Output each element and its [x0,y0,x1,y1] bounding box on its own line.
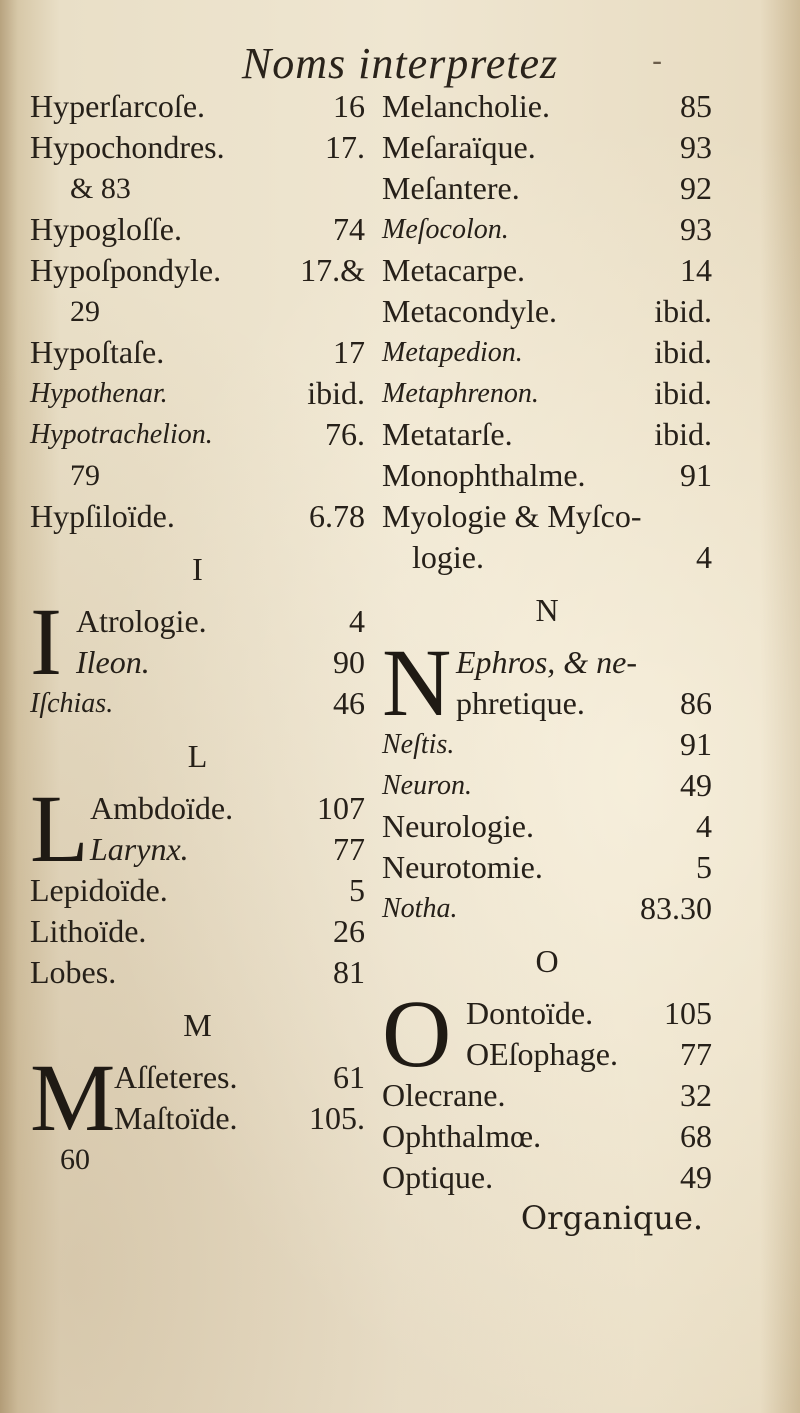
entry-page: ibid. [654,293,712,329]
entry-term: Neſtis. [382,729,455,760]
entry-page: 107 [317,790,365,826]
entry-page: ibid. [654,416,712,452]
entry-page: 92 [680,170,712,206]
index-entry [382,332,712,373]
entry-page: 77 [680,1036,712,1072]
index-entry [76,601,365,642]
entry-term: Hypotrachelion. [30,419,213,450]
entry-page: 5 [349,872,365,908]
drop-cap-letter: O [382,980,452,1087]
entry-term: Myologie & Myſco- [382,498,642,534]
index-entry [382,1075,712,1116]
entry-page: 81 [333,954,365,990]
entry-page: 61 [333,1059,365,1095]
entry-page: 77 [333,831,365,867]
entry-page: 49 [680,767,712,803]
index-entry [382,127,712,168]
index-entry [382,455,712,496]
entry-term: Lithoïde. [30,913,147,949]
entry-page: 91 [680,726,712,762]
entry-term: Hyperſarcoſe. [30,88,206,124]
entry-term: Metacarpe. [382,252,526,288]
index-entry [382,1116,712,1157]
index-entry [382,806,712,847]
entry-term: Metacondyle. [382,293,558,329]
index-entry [30,683,365,724]
section-letter-n: N [535,592,559,628]
entry-term: Ileon. [76,644,150,680]
drop-cap-block-o [382,980,712,1087]
catchword-text: Organique. [520,1199,704,1237]
entry-term: Larynx. [90,831,189,867]
index-entry [114,1098,365,1139]
index-entry [382,888,712,929]
entry-page: 14 [680,252,712,288]
entry-term: Monophthalme. [382,457,586,493]
drop-cap-letter: I [30,588,62,695]
index-entry [30,496,365,537]
entry-page: 83.30 [640,890,712,926]
entry-page: 68 [680,1118,712,1154]
drop-cap-block-i [30,588,365,695]
entry-page: ibid. [307,375,365,411]
index-entry [382,765,712,806]
drop-cap-block-m [30,1044,365,1151]
entry-term: Ophthalmœ. [382,1118,542,1154]
entry-page: 46 [333,685,365,721]
index-entry [466,993,712,1034]
section-letter-o: O [535,943,559,979]
entry-page: 4 [349,603,365,639]
index-entry [382,414,712,455]
entry-page: ibid. [654,334,712,370]
index-entry [30,332,365,373]
drop-cap-letter: N [382,629,452,736]
index-entry [382,250,712,291]
drop-cap-block-n [382,629,712,736]
entry-page: 32 [680,1077,712,1113]
entry-page: 4 [696,539,712,575]
index-entry [114,1057,365,1098]
entry-page: 49 [680,1159,712,1195]
index-entry [456,642,712,683]
index-entry [30,870,365,911]
entry-term: Aſſeteres. [114,1059,238,1095]
entry-term: Olecrane. [382,1077,506,1113]
index-entry [382,537,712,578]
index-entry [30,952,365,993]
index-entry [382,373,712,414]
entry-term: Metaphrenon. [382,378,539,409]
index-entry [466,1034,712,1075]
entry-term: Dontoïde. [466,995,594,1031]
drop-cap-letter: L [30,775,89,882]
section-letter-l: L [187,738,208,774]
entry-page: 26 [333,913,365,949]
index-entry [382,847,712,888]
entry-continuation: 79 [70,459,100,492]
entry-term: Melancholie. [382,88,550,124]
entry-page: 105. [309,1100,365,1136]
entry-term: Atrologie. [76,603,207,639]
entry-term: Meſocolon. [382,214,509,245]
section-letter-i: I [192,551,203,587]
left-column [30,86,365,1180]
entry-term: Hypſiloïde. [30,498,175,534]
entry-page: 74 [333,211,365,247]
entry-continuation: 60 [60,1143,90,1176]
index-entry [30,911,365,952]
section-letter-m: M [183,1007,212,1043]
entry-term: phretique. [456,685,585,721]
entry-term: Iſchias. [30,688,114,719]
index-entry [456,683,712,724]
index-entry [382,291,712,332]
index-entry [76,642,365,683]
entry-page: 17. [325,129,365,165]
entry-term: Hypochondres. [30,129,225,165]
entry-continuation: 29 [70,295,100,328]
entry-page: 16 [333,88,365,124]
entry-continuation: & 83 [70,172,131,205]
index-entry [30,86,365,127]
index-entry [382,209,712,250]
entry-page: 5 [696,849,712,885]
entry-term: Ambdoïde. [90,790,234,826]
index-entry [30,414,365,455]
entry-term: Meſaraïque. [382,129,536,165]
entry-page: ibid. [654,375,712,411]
entry-term: Hypoſtaſe. [30,334,165,370]
index-entry [30,373,365,414]
entry-term: Hypogloſſe. [30,211,182,247]
entry-page: 6.78 [309,498,365,534]
running-header: Noms interpretez [241,39,559,88]
header-dash: - [652,44,663,79]
entry-term: Meſantere. [382,170,520,206]
index-entry [30,209,365,250]
entry-term: Lobes. [30,954,117,990]
entry-term: Metapedion. [382,337,523,368]
entry-page: 86 [680,685,712,721]
entry-page: 90 [333,644,365,680]
entry-term: Neuron. [382,770,472,801]
entry-page: 4 [696,808,712,844]
entry-term: Lepidoïde. [30,872,168,908]
entry-term: Neurologie. [382,808,534,844]
entry-page: 17 [333,334,365,370]
catchword [382,1198,712,1239]
entry-term: Optique. [382,1159,494,1195]
entry-page: 91 [680,457,712,493]
entry-page: 85 [680,88,712,124]
entry-term: Metatarſe. [382,416,513,452]
entry-term: Hypoſpondyle. [30,252,222,288]
entry-page: 93 [680,129,712,165]
entry-term: Ephros, & ne- [456,644,638,680]
entry-term: Neurotomie. [382,849,543,885]
index-entry [382,496,712,537]
index-entry [382,724,712,765]
entry-term: OEſophage. [466,1036,618,1072]
index-entry [90,829,365,870]
entry-term: Maſtoïde. [114,1100,238,1136]
index-entry [382,1157,712,1198]
drop-cap-letter: M [30,1044,116,1151]
drop-cap-block-l [30,775,365,882]
index-entry [30,250,365,291]
entry-continuation: logie. [412,539,484,575]
entry-page: 105 [664,995,712,1031]
index-entry [30,127,365,168]
right-column [382,86,712,1239]
entry-term: Notha. [382,893,458,924]
index-entry [382,168,712,209]
entry-page: 17.& [300,252,365,288]
entry-term: Hypothenar. [30,378,168,409]
entry-page: 76. [325,416,365,452]
entry-page: 93 [680,211,712,247]
index-entry [382,86,712,127]
index-entry [90,788,365,829]
